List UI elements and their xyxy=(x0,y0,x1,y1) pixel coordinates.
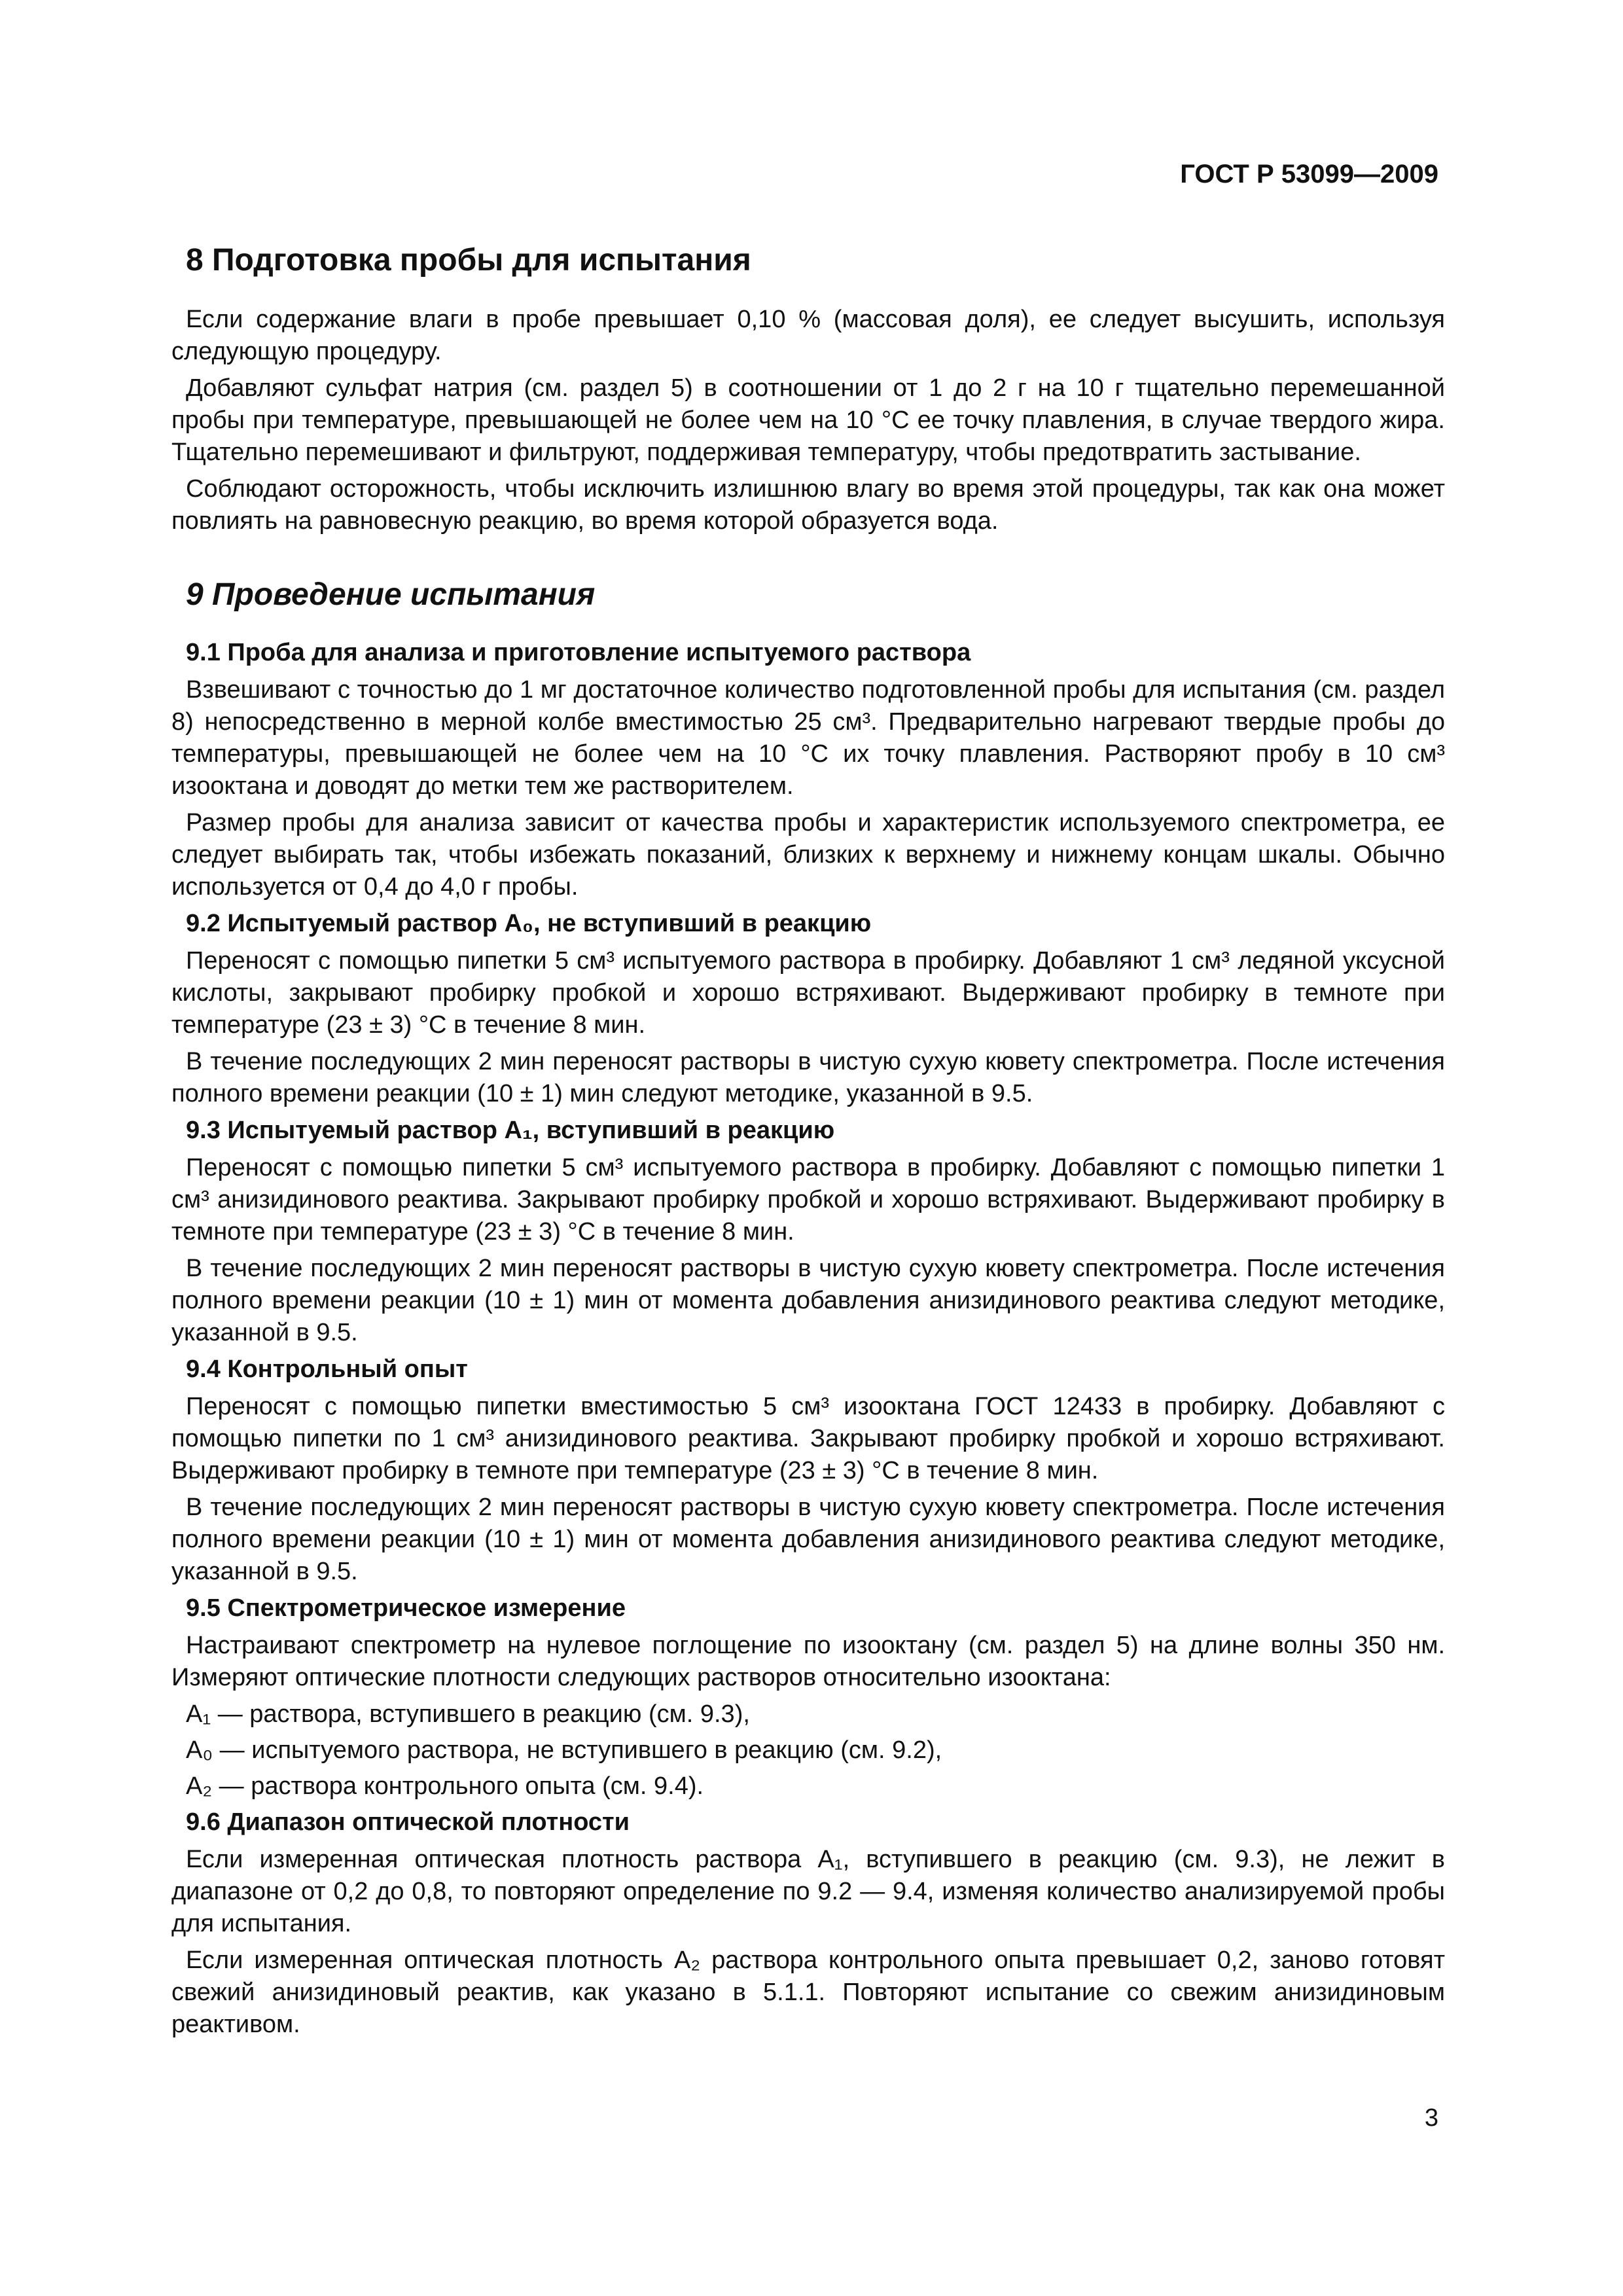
subsection-9-3-paragraph-2: В течение последующих 2 мин переносят растворы в чистую сухую кювету спектрометра. После истечения полного времени реакции (10 ± 1) мин от момента добавления анизидинового реактива следуют методике, указанной в 9.5. xyxy=(171,1255,1445,1346)
section-8-paragraph-1: Если содержание влаги в пробе превышает 0,10 % (массовая доля), ее следует высушить, используя следующую процедуру. xyxy=(171,306,1445,365)
subsection-9-2-paragraph-2: В течение последующих 2 мин переносят растворы в чистую сухую кювету спектрометра. После истечения полного времени реакции (10 ± 1) мин следуют методике, указанной в 9.5. xyxy=(171,1048,1445,1107)
subsection-9-1-title: 9.1 Проба для анализа и приготовление испытуемого раствора xyxy=(186,639,971,666)
subsection-9-6-title: 9.6 Диапазон оптической плотности xyxy=(186,1808,630,1836)
section-8-paragraph-3: Соблюдают осторожность, чтобы исключить излишнюю влагу во время этой процедуры, так как она может повлиять на равновесную реакцию, во время которой образуется вода. xyxy=(171,475,1445,535)
measurement-list-item-a1: A₁ — раствора, вступившего в реакцию (см. 9.3), xyxy=(186,1700,750,1728)
subsection-9-2-paragraph-1: Переносят с помощью пипетки 5 см³ испытуемого раствора в пробирку. Добавляют 1 см³ ледяной уксусной кислоты, закрывают пробирку пробкой и хорошо встряхивают. Выдерживают пробирку в темноте при температуре (23 ± 3) °С в течение 8 мин. xyxy=(171,947,1445,1039)
measurement-list-item-a2: A₂ — раствора контрольного опыта (см. 9.4). xyxy=(186,1772,704,1800)
subsection-9-1-paragraph-2: Размер пробы для анализа зависит от качества пробы и характеристик используемого спектрометра, ее следует выбирать так, чтобы избежать показаний, близких к верхнему и нижнему концам шкалы. Обычно используется от 0,4 до 4,0 г пробы. xyxy=(171,809,1445,901)
measurement-list-item-a0: A₀ — испытуемого раствора, не вступившего в реакцию (см. 9.2), xyxy=(186,1736,942,1764)
page-number: 3 xyxy=(1424,2104,1438,2132)
page-content xyxy=(171,241,1445,2045)
subsection-9-4-title: 9.4 Контрольный опыт xyxy=(186,1355,468,1383)
subsection-9-1-paragraph-1: Взвешивают с точностью до 1 мг достаточное количество подготовленной пробы для испытания (см. раздел 8) непосредственно в мерной колбе вместимостью 25 см³. Предварительно нагревают твердые пробы до температуры, превышающей не более чем на 10 °С их точку плавления. Растворяют пробу в 10 см³ изооктана и доводят до метки тем же растворителем. xyxy=(171,676,1445,800)
subsection-9-2-title: 9.2 Испытуемый раствор A₀, не вступивший в реакцию xyxy=(186,910,872,937)
document-code-header: ГОСТ Р 53099—2009 xyxy=(1180,160,1438,188)
section-9-title: 9 Проведение испытания xyxy=(186,577,596,612)
subsection-9-3-title: 9.3 Испытуемый раствор A₁, вступивший в реакцию xyxy=(186,1117,835,1144)
subsection-9-5-paragraph-1: Настраивают спектрометр на нулевое поглощение по изооктану (см. раздел 5) на длине волны 350 нм. Измеряют оптические плотности следующих растворов относительно изооктана: xyxy=(171,1632,1445,1691)
subsection-9-4-paragraph-2: В течение последующих 2 мин переносят растворы в чистую сухую кювету спектрометра. После истечения полного времени реакции (10 ± 1) мин от момента добавления анизидинового реактива следуют методике, указанной в 9.5. xyxy=(171,1494,1445,1585)
subsection-9-6-paragraph-1: Если измеренная оптическая плотность раствора A₁, вступившего в реакцию (см. 9.3), не лежит в диапазоне от 0,2 до 0,8, то повторяют определение по 9.2 — 9.4, изменяя количество анализируемой пробы для испытания. xyxy=(171,1846,1445,1937)
section-8-title: 8 Подготовка пробы для испытания xyxy=(186,243,751,278)
subsection-9-5-title: 9.5 Спектрометрическое измерение xyxy=(186,1594,626,1622)
subsection-9-4-paragraph-1: Переносят с помощью пипетки вместимостью 5 см³ изооктана ГОСТ 12433 в пробирку. Добавляют с помощью пипетки по 1 см³ анизидинового реактива. Закрывают пробирку пробкой и хорошо встряхивают. Выдерживают пробирку в темноте при температуре (23 ± 3) °С в течение 8 мин. xyxy=(171,1393,1445,1484)
subsection-9-6-paragraph-2: Если измеренная оптическая плотность A₂ раствора контрольного опыта превышает 0,2, заново готовят свежий анизидиновый реактив, как указано в 5.1.1. Повторяют испытание со свежим анизидиновым реактивом. xyxy=(171,1946,1445,2038)
section-8-paragraph-2: Добавляют сульфат натрия (см. раздел 5) в соотношении от 1 до 2 г на 10 г тщательно перемешанной пробы при температуре, превышающей не более чем на 10 °С ее точку плавления, в случае твердого жира. Тщательно перемешивают и фильтруют, поддерживая температуру, чтобы предотвратить застывание. xyxy=(171,374,1445,466)
subsection-9-3-paragraph-1: Переносят с помощью пипетки 5 см³ испытуемого раствора в пробирку. Добавляют с помощью пипетки 1 см³ анизидинового реактива. Закрывают пробирку пробкой и хорошо встряхивают. Выдерживают пробирку в темноте при температуре (23 ± 3) °С в течение 8 мин. xyxy=(171,1154,1445,1246)
